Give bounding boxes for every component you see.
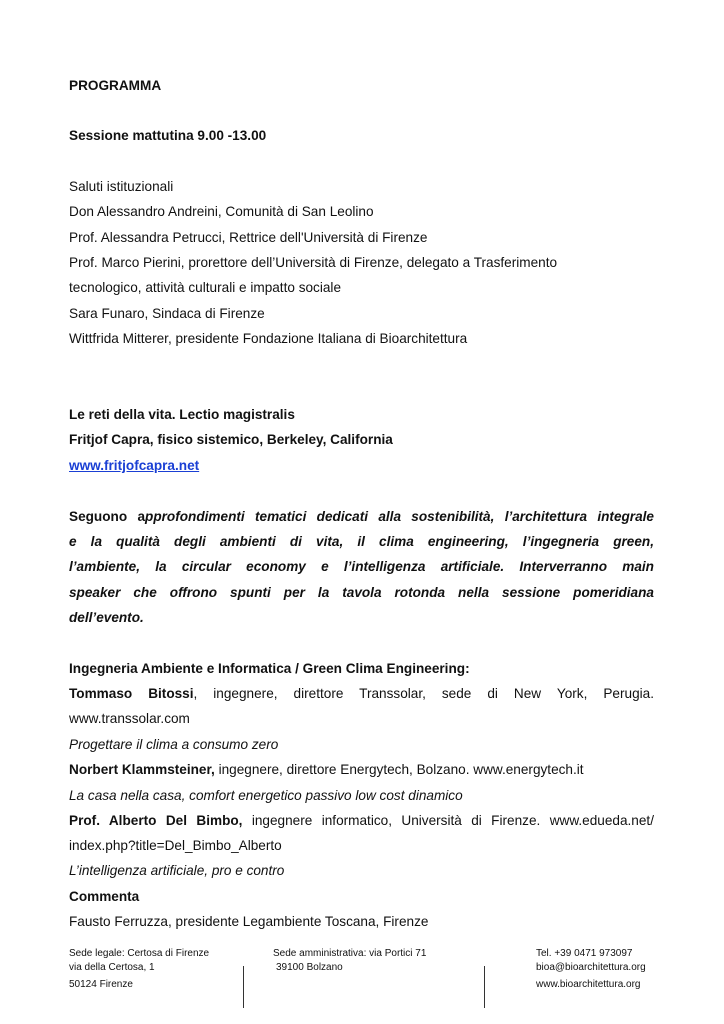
- footer-website: www.bioarchitettura.org: [536, 979, 641, 990]
- intro-line: l’ambiente, la circular economy e l’intelligenza artificiale. Interverranno main: [69, 559, 654, 574]
- session-time: 9.00 -13.00: [193, 128, 267, 143]
- speaker-website: www.transsolar.com: [69, 711, 190, 726]
- footer-admin-address: Sede amministrativa: via Portici 71: [273, 948, 427, 959]
- footer-legal-city: 50124 Firenze: [69, 979, 133, 990]
- speaker-name: Prof. Alberto Del Bimbo,: [69, 813, 243, 828]
- footer-phone: Tel. +39 0471 973097: [536, 948, 633, 959]
- speaker-line: Sara Funaro, Sindaca di Firenze: [69, 306, 265, 321]
- lectio-title: Le reti della vita.: [69, 407, 176, 422]
- intro-line: speaker che offrono spunti per la tavola rotonda nella sessione pomeridiana: [69, 585, 654, 600]
- footer-divider: [484, 966, 485, 1008]
- speaker-line: Prof. Alessandra Petrucci, Rettrice dell'Università di Firenze: [69, 230, 428, 245]
- lectio-speaker: Fritjof Capra, fisico sistemico, Berkeley, California: [69, 432, 393, 447]
- talk-title: La casa nella casa, comfort energetico passivo low cost dinamico: [69, 788, 463, 803]
- intro-line: [69, 508, 654, 526]
- greeting-line: Saluti istituzionali: [69, 179, 174, 194]
- speaker-entry: [69, 685, 654, 703]
- session-label: Sessione mattutina: [69, 128, 194, 143]
- capra-website-link[interactable]: www.fritjofcapra.net: [69, 458, 200, 473]
- talk-title: Progettare il clima a consumo zero: [69, 737, 279, 752]
- speaker-desc: ingegnere informatico, Università di Firenze. www.edueda.net/: [242, 813, 654, 828]
- footer-legal-address: Sede legale: Certosa di Firenze: [69, 948, 210, 959]
- intro-lead: Seguono a: [69, 509, 146, 524]
- speaker-line: Wittfrida Mitterer, presidente Fondazione Italiana di Bioarchitettura: [69, 331, 468, 346]
- speaker-entry: [69, 812, 654, 830]
- speaker-website: index.php?title=Del_Bimbo_Alberto: [69, 838, 282, 853]
- speaker-entry: [69, 761, 584, 779]
- speaker-line: Don Alessandro Andreini, Comunità di San Leolino: [69, 204, 374, 219]
- comment-label: Commenta: [69, 889, 140, 904]
- page-title: PROGRAMMA: [69, 78, 162, 93]
- footer-email: bioa@bioarchitettura.org: [536, 962, 646, 973]
- footer-divider: [243, 966, 244, 1008]
- speaker-name: Tommaso Bitossi: [69, 686, 194, 701]
- speaker-name: Norbert Klammsteiner,: [69, 762, 215, 777]
- lectio-link-row: [69, 457, 199, 475]
- speaker-line-continued: tecnologico, attività culturali e impatto sociale: [69, 280, 342, 295]
- talk-title: L’intelligenza artificiale, pro e contro: [69, 863, 285, 878]
- speaker-line: Prof. Marco Pierini, prorettore dell’Università di Firenze, delegato a Trasferimento: [69, 255, 558, 270]
- footer-admin-city: 39100 Bolzano: [276, 962, 343, 973]
- speaker-desc: ingegnere, direttore Energytech, Bolzano. www.energytech.it: [214, 762, 584, 777]
- intro-line: e la qualità degli ambienti di vita, il clima engineering, l’ingegneria green,: [69, 534, 654, 549]
- lectio-subtitle: Lectio magistralis: [175, 407, 295, 422]
- lectio-heading: [69, 406, 295, 424]
- speaker-desc: , ingegnere, direttore Transsolar, sede di New York, Perugia.: [193, 686, 654, 701]
- footer-legal-street: via della Certosa, 1: [69, 962, 155, 973]
- section-heading: Ingegneria Ambiente e Informatica / Green Clima Engineering:: [69, 661, 470, 676]
- intro-text: pprofondimenti tematici dedicati alla sostenibilità, l’architettura integrale: [145, 509, 654, 524]
- comment-speaker: Fausto Ferruzza, presidente Legambiente Toscana, Firenze: [69, 914, 429, 929]
- session-heading: [69, 127, 266, 145]
- intro-line: dell’evento.: [69, 610, 144, 625]
